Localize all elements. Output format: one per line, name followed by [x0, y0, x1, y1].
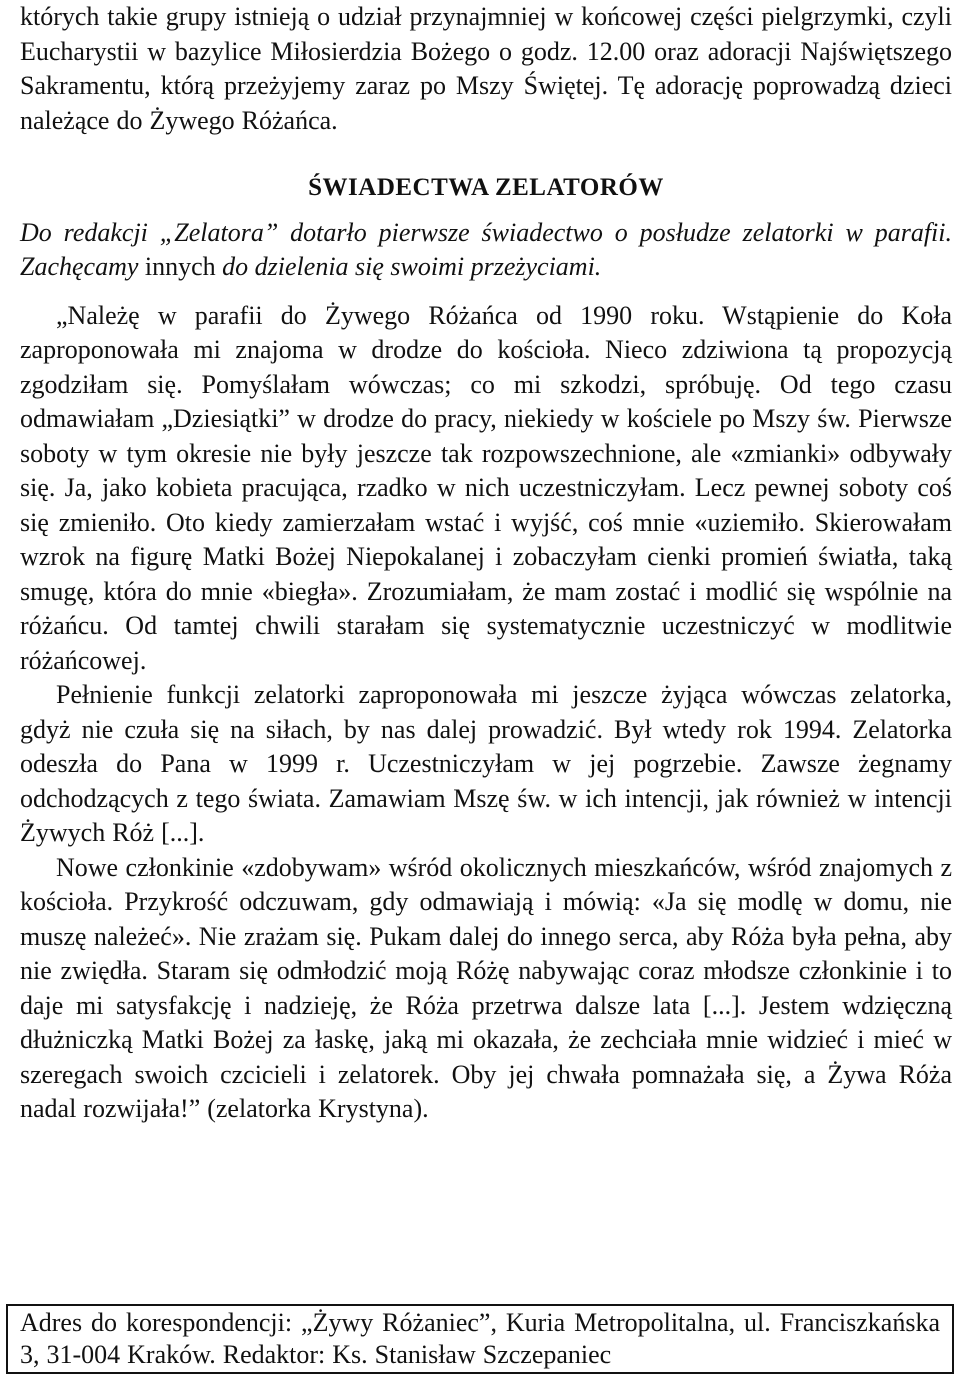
intro-paragraph: których takie grupy istnieją o udział przynajmniej w końcowej części pielgrzymki, czyli Eucharystii w bazylice Miłosierdzia Bożego o godz. 12.00 oraz adoracji Najświętszego Sakramentu, którą przeżyjemy zaraz po Mszy Świętej. Tę adorację poprowadzą dzieci należące do Żywego Różańca.	[20, 2, 952, 135]
lead-italic-part-1: Do redakcji „Zelatora” dotarło pierwsze świadectwo o posłudze zelatorki w parafii. Zachęcamy	[20, 217, 952, 281]
lead-italic-part-2: do dzielenia się swoimi przeżyciami.	[222, 252, 602, 281]
footer-address: Adres do korespondencji: „Żywy Różaniec”, Kuria Metropolitalna, ul. Franciszkańska 3, 31-004 Kraków. Redaktor: Ks. Stanisław Szczepaniec	[20, 1308, 940, 1369]
footer-address-box	[6, 1304, 954, 1374]
testimony-paragraph-1: „Należę w parafii do Żywego Różańca od 1990 roku. Wstąpienie do Koła zaproponowała mi znajoma w drodze do kościoła. Nieco zdziwiona tą propozycją zgodziłam się. Pomyślałam wówczas; co mi szkodzi, spróbuję. Od tego czasu odmawiałam „Dziesiątki” w drodze do pracy, niekiedy w kościele po Mszy św. Pierwsze soboty w tym okresie nie były jeszcze tak rozpowszechnione, ale «zmianki» odbywały się. Ja, jako kobieta pracująca, rzadko w nich uczestniczyłam. Lecz pewnej soboty coś się zmieniło. Oto kiedy zamierzałam wstać i wyjść, coś mnie «uziemiło. Skierowałam wzrok na figurę Matki Bożej Niepokalanej i zobaczyłam cienki promień światła, taką smugę, która do mnie «biegła». Zrozumiałam, że mam zostać i modlić się wspólnie na różańcu. Od tamtej chwili starałam się systematycznie uczestniczyć w modlitwie różańcowej.	[20, 300, 952, 675]
section-heading: ŚWIADECTWA ZELATORÓW	[308, 174, 664, 201]
page-content	[20, 0, 952, 1127]
testimony-paragraph-2: Pełnienie funkcji zelatorki zaproponowała mi jeszcze żyjąca wówczas zelatorka, gdyż nie czuła się na siłach, by nas dalej prowadzić. Był wtedy rok 1994. Zelatorka odeszła do Pana w 1999 r. Uczestniczyłam w jej pogrzebie. Zawsze żegnamy odchodzących z tego świata. Zamawiam Mszę św. w ich intencji, jak również w intencji Żywych Róż [...].	[20, 680, 952, 847]
section-lead	[20, 216, 952, 285]
lead-plain-part: innych	[138, 252, 223, 281]
testimony-paragraph-3: Nowe członkinie «zdobywam» wśród okolicznych mieszkańców, wśród znajomych z kościoła. Przykrość odczuwam, gdy odmawiają i mówią: «Ja się modlę w domu, nie muszę należeć». Nie zrażam się. Pukam dalej do innego serca, aby Róża była pełna, aby nie zwiędła. Staram się odmłodzić moją Różę nabywając coraz młodsze członkinie i to daje mi satysfakcję i nadzieję, że Róża przetrwa dalsze lata [...]. Jestem wdzięczną dłużniczką Matki Bożej za łaskę, jaką mi okazała, że zechciała mnie widzieć i mieć w szeregach swoich czcicieli i zelatorek. Oby jej chwała pomnażała się, a Żywa Róża nadal rozwijała!” (zelatorka Krystyna).	[20, 852, 952, 1123]
